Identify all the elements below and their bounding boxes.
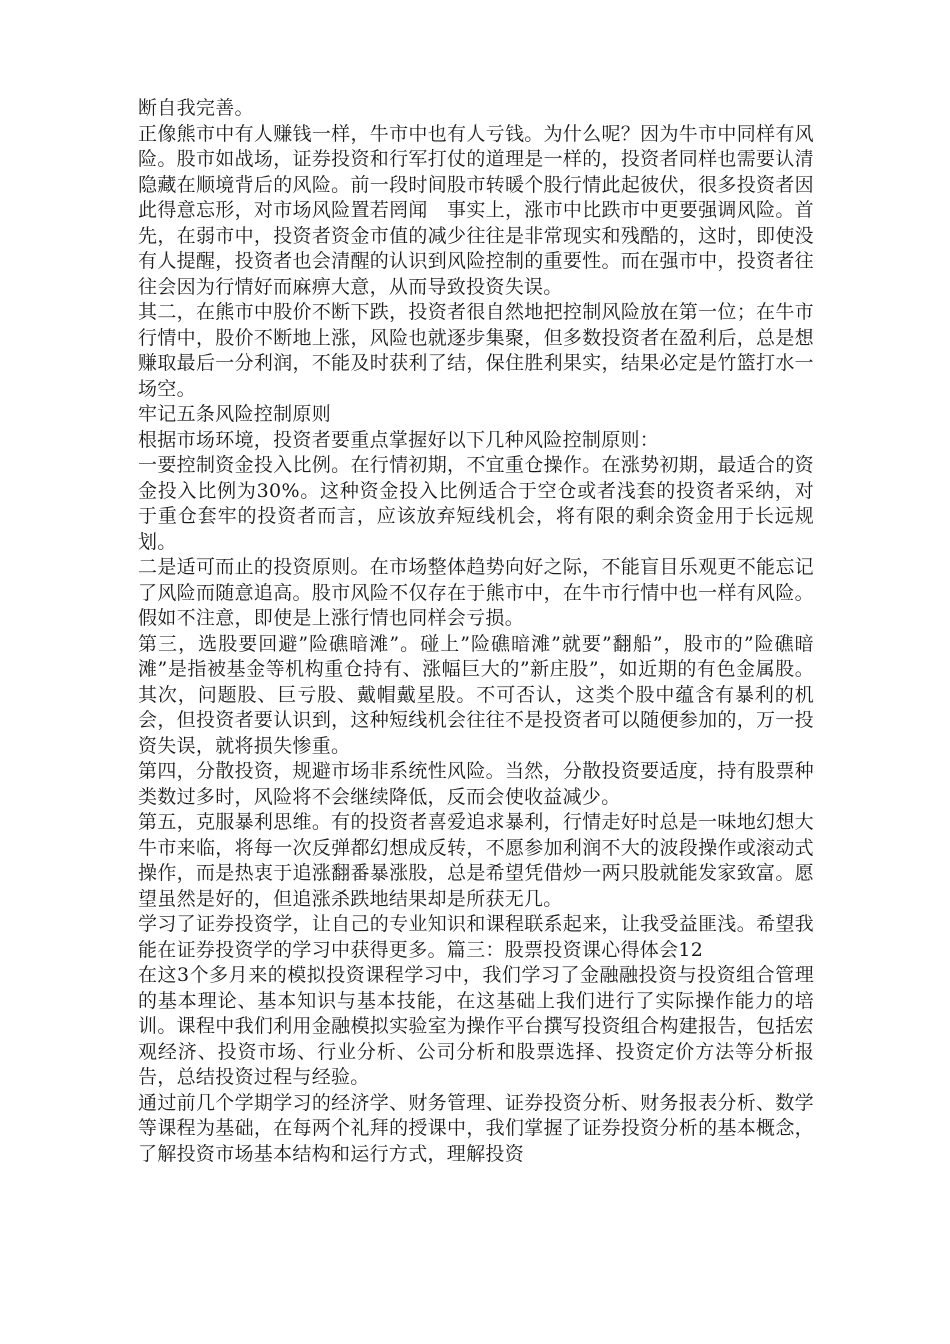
- section-heading: 牢记五条风险控制原则: [138, 403, 332, 425]
- paragraph-3: 其二，在熊市中股价不断下跌，投资者很自然地把控制风险放在第一位；在牛市行情中，股价不断地上涨，风险也就逐步集聚，但多数投资者在盈利后，总是想赚取最后一分利润，不能及时获利了结，保住胜利果实，结果必定是竹篮打水一场空。: [138, 301, 814, 400]
- paragraph-12: 在这3个多月来的模拟投资课程学习中，我们学习了金融融投资与投资组合管理的基本理论、基本知识与基本技能，在这基础上我们进行了实际操作能力的培训。课程中我们利用金融模拟实验室为操作平台撰写投资组合构建报告，包括宏观经济、投资市场、行业分析、公司分析和股票选择、投资定价方法等分析报告，总结投资过程与经验。: [138, 964, 814, 1088]
- paragraph-13: 通过前几个学期学习的经济学、财务管理、证券投资分析、财务报表分析、数学等课程为基础，在每两个礼拜的授课中，我们掌握了证券投资分析的基本概念，了解投资市场基本结构和运行方式，理解投资: [138, 1091, 814, 1165]
- document-body: [138, 96, 814, 1167]
- paragraph-1: 断自我完善。: [138, 97, 254, 119]
- paragraph-11: 学习了证券投资学，让自己的专业知识和课程联系起来，让我受益匪浅。希望我能在证券投资学的学习中获得更多。篇三：股票投资课心得体会12: [138, 913, 814, 961]
- paragraph-9: 第四，分散投资，规避市场非系统性风险。当然，分散投资要适度，持有股票种类数过多时，风险将不会继续降低，反而会使收益减少。: [138, 760, 814, 808]
- paragraph-2: 正像熊市中有人赚钱一样，牛市中也有人亏钱。为什么呢？因为牛市中同样有风险。股市如战场，证券投资和行军打仗的道理是一样的，投资者同样也需要认清隐藏在顺境背后的风险。前一段时间股市转暖个股行情此起彼伏，很多投资者因此得意忘形，对市场风险置若罔闻 事实上，涨市中比跌市中更要强调风险。首先，在弱市中，投资者资金市值的减少往往是非常现实和残酷的，这时，即使没有人提醒，投资者也会清醒的认识到风险控制的重要性。而在强市中，投资者往往会因为行情好而麻痹大意，从而导致投资失误。: [138, 122, 814, 298]
- paragraph-10: 第五，克服暴利思维。有的投资者喜爱追求暴利，行情走好时总是一味地幻想大牛市来临，将每一次反弹都幻想成反转，不愿参加利润不大的波段操作或滚动式操作，而是热衷于追涨翻番暴涨股，总是希望凭借炒一两只股就能发家致富。愿望虽然是好的，但追涨杀跌地结果却是所获无几。: [138, 811, 814, 910]
- paragraph-7: 二是适可而止的投资原则。在市场整体趋势向好之际，不能盲目乐观更不能忘记了风险而随意追高。股市风险不仅存在于熊市中，在牛市行情中也一样有风险。假如不注意，即使是上涨行情也同样会亏损。: [138, 556, 814, 629]
- paragraph-6: 一要控制资金投入比例。在行情初期，不宜重仓操作。在涨势初期，最适合的资金投入比例为30%。这种资金投入比例适合于空仓或者浅套的投资者采纳，对于重仓套牢的投资者而言，应该放弃短线机会，将有限的剩余资金用于长远规划。: [138, 454, 814, 553]
- paragraph-8: 第三，选股要回避”险礁暗滩”。碰上”险礁暗滩”就要”翻船”，股市的”险礁暗滩”是指被基金等机构重仓持有、涨幅巨大的”新庄股”，如近期的有色金属股。其次，问题股、巨亏股、戴帽戴星股。不可否认，这类个股中蕴含有暴利的机会，但投资者要认识到，这种短线机会往往不是投资者可以随便参加的，万一投资失误，就将损失惨重。: [138, 632, 814, 757]
- paragraph-5: 根据市场环境，投资者要重点掌握好以下几种风险控制原则：: [138, 428, 660, 451]
